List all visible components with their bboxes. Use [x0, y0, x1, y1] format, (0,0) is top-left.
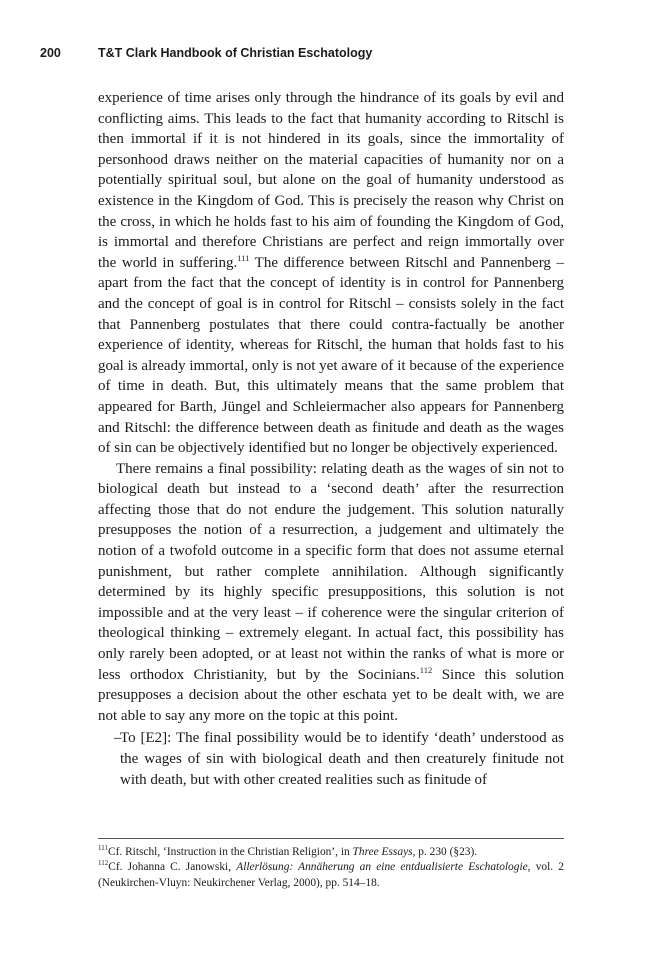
footnote-text: Cf. Johanna C. Janowski, [108, 861, 237, 874]
body-text [98, 88, 564, 790]
running-head [40, 45, 560, 61]
footnote-title: Allerlösung: Annäherung an eine entdualisierte Eschatologie [236, 861, 528, 874]
footnote-text: , p. 230 (§23). [412, 846, 478, 858]
footnote-title: Three Essays [352, 846, 413, 858]
paragraph-text: experience of time arises only through the hindrance of its goals by evil and conflicting aims. This leads to the fact that humanity according to Ritschl is then immortal if it is not hindered in its goals, since the immortality of personhood draws neither on the material capacities of humanity nor on a potentially spiritual soul, but alone on the goal of humanity understood as existence in the Kingdom of God. This is precisely the reason why Christ on the cross, in which he holds fast to his aim of founding the Kingdom of God, is immortal and therefore Christians are perfect and reign immortally over the world in suffering. [98, 90, 564, 271]
footnote-112 [98, 860, 564, 891]
list-item [98, 728, 564, 790]
footnote-111 [98, 845, 564, 860]
list-item-label: To [E2]: [120, 730, 172, 747]
paragraph-text: The difference between Ritschl and Pannenberg – apart from the fact that the concept of identity is in control for Pannenberg and the concept of goal is in control for Ritschl – consists solely in the fact that Pannenberg postulates that there could contra-factually be another experience of identity, whereas for Ritschl, the human that holds fast to his goal is already immortal, only is not yet aware of it because of the experience of time in death. But, this ultimately means that the same problem that appeared for Barth, Jüngel and Schleiermacher also appears for Pannenberg and Ritschl: the difference between death as finitude and death as the wages of sin can be objectively identified but no longer be objectively experienced. [98, 254, 564, 457]
footnote-text: Cf. Ritschl, ‘Instruction in the Christian Religion’, in [107, 846, 353, 858]
footnote-text: , vol. 2 (Neukirchen-Vluyn: Neukirchener Verlag, 2000), pp. 514–18. [98, 861, 564, 889]
list-dash: – [114, 730, 122, 747]
list-item-text: The final possibility would be to identify ‘death’ understood as the wages of sin with biological death and then creaturely finitude not with death, but with other created realities such as finitude of [120, 730, 565, 788]
footnote-number: 111 [98, 844, 108, 853]
footnote-ref-112[interactable]: 112 [419, 664, 433, 675]
footnote-number: 112 [98, 859, 109, 868]
footnote-divider [98, 838, 564, 839]
page-number: 200 [40, 46, 61, 60]
book-title: T&T Clark Handbook of Christian Eschatology [98, 46, 373, 60]
paragraph [98, 459, 564, 727]
paragraph-continued [98, 88, 564, 459]
footnotes [98, 845, 564, 891]
paragraph-text: Since this solution presupposes a decision about the other eschata yet to be dealt with, we are not able to say any more on the topic at this point. [98, 666, 564, 724]
footnote-ref-111[interactable]: 111 [237, 252, 250, 263]
paragraph-text: There remains a final possibility: relating death as the wages of sin not to biological death but instead to a ‘second death’ after the resurrection affecting those that do not endure the judgement. This solution naturally presupposes the notion of a resurrection, a judgement and ultimately the notion of a twofold outcome in a specific form that does not assume eternal punishment, but rather complete annihilation. Although significantly determined by its highly specific presuppositions, this solution is not impossible and at the very least – if coherence were the singular criterion of theological thinking – extremely elegant. In actual fact, this possibility has only rarely been adopted, or at least not within the ranks of what is more or less orthodox Christianity, but by the Socinians. [98, 460, 564, 683]
